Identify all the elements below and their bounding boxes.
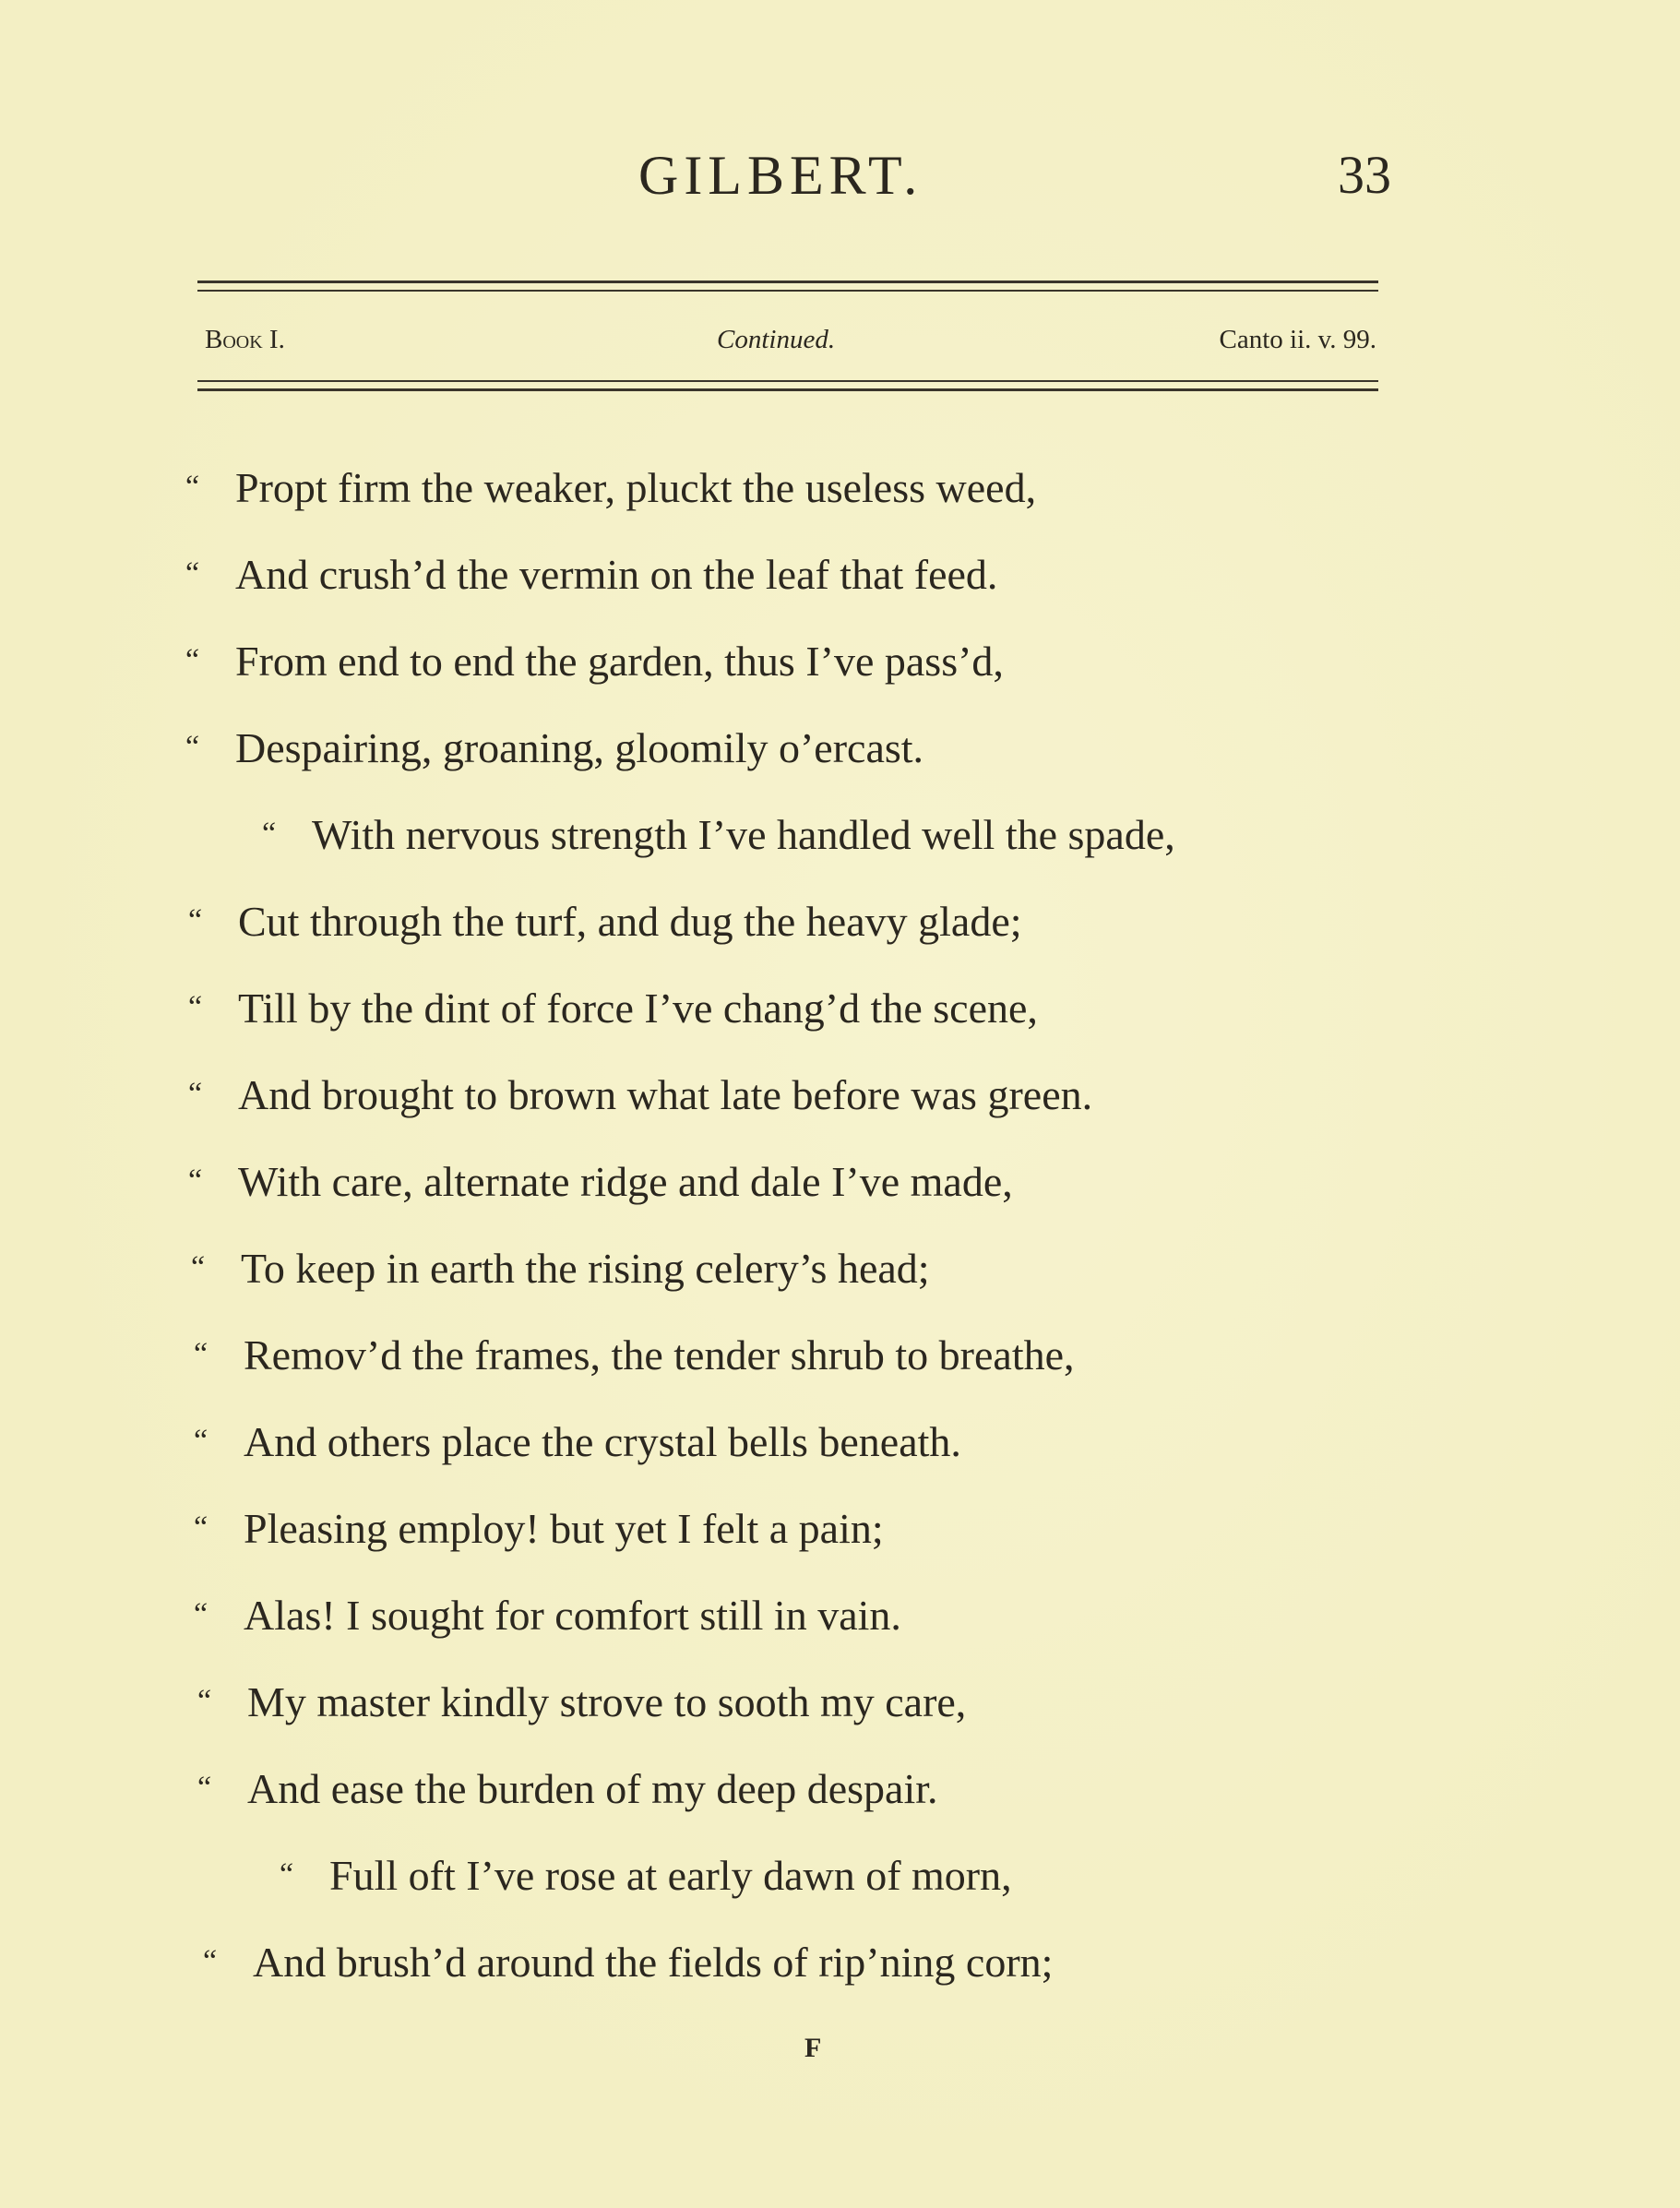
- verse-text: Propt firm the weaker, pluckt the useless weed,: [235, 464, 1037, 511]
- verse-text: From end to end the garden, thus I’ve pass’d,: [235, 638, 1004, 685]
- verse-text: And brush’d around the fields of rip’ning corn;: [253, 1939, 1054, 1986]
- quote-mark: “: [185, 556, 200, 591]
- quote-mark: “: [194, 1510, 209, 1545]
- quote-mark: “: [191, 1250, 206, 1284]
- quote-mark: “: [194, 1424, 209, 1458]
- verse-line: [197, 1674, 966, 1730]
- verse-line: [188, 1067, 1092, 1123]
- verse-line: [197, 1760, 938, 1817]
- verse-line: [262, 806, 1175, 863]
- book-label: Book I.: [205, 325, 285, 354]
- verse-text: And crush’d the vermin on the leaf that feed.: [235, 551, 998, 598]
- quote-mark: “: [262, 817, 277, 851]
- verse-text: Full oft I’ve rose at early dawn of morn,: [329, 1852, 1012, 1899]
- quote-mark: “: [188, 1164, 203, 1198]
- verse-text: Alas! I sought for comfort still in vain.: [244, 1592, 901, 1639]
- verse-text: Pleasing employ! but yet I felt a pain;: [244, 1505, 884, 1552]
- quote-mark: “: [194, 1597, 209, 1631]
- verse-line: [185, 460, 1036, 516]
- bottom-rule-inner: [197, 380, 1378, 382]
- verse-line: [191, 1240, 930, 1296]
- running-title: GILBERT.: [638, 145, 923, 206]
- signature-mark: F: [804, 2033, 822, 2063]
- section-header: [205, 316, 1376, 363]
- verse-line: [185, 546, 997, 603]
- quote-mark: “: [188, 1077, 203, 1111]
- quote-mark: “: [188, 990, 203, 1024]
- quote-mark: “: [197, 1771, 212, 1805]
- verse-text: And ease the burden of my deep despair.: [247, 1765, 938, 1812]
- verse-text: Despairing, groaning, gloomily o’ercast.: [235, 724, 924, 771]
- verse-line: [188, 893, 1022, 949]
- quote-mark: “: [188, 903, 203, 937]
- verse-text: And others place the crystal bells beneath.: [244, 1418, 961, 1465]
- verse-line: [194, 1587, 901, 1643]
- verse-line: [280, 1847, 1012, 1904]
- quote-mark: “: [194, 1337, 209, 1371]
- canto-label: Canto ii. v. 99.: [1219, 325, 1376, 354]
- verse-line: [194, 1414, 961, 1470]
- quote-mark: “: [185, 730, 200, 764]
- verse-text: Cut through the turf, and dug the heavy glade;: [238, 898, 1022, 945]
- verse-line: [185, 633, 1004, 689]
- top-rule-outer: [197, 280, 1378, 283]
- quote-mark: “: [203, 1944, 218, 1978]
- verse-line: [203, 1934, 1053, 1990]
- quote-mark: “: [197, 1684, 212, 1718]
- verse-text: Remov’d the frames, the tender shrub to breathe,: [244, 1331, 1075, 1379]
- top-rule-inner: [197, 290, 1378, 292]
- verse-line: [185, 720, 923, 776]
- verse-line: [188, 1153, 1013, 1210]
- quote-mark: “: [280, 1857, 294, 1892]
- quote-mark: “: [185, 643, 200, 677]
- verse-line: [188, 980, 1038, 1036]
- verse-text: And brought to brown what late before was green.: [238, 1071, 1093, 1118]
- continued-label: Continued.: [717, 325, 836, 354]
- verse-text: With care, alternate ridge and dale I’ve made,: [238, 1158, 1013, 1205]
- bottom-rule-outer: [197, 388, 1378, 391]
- verse-text: To keep in earth the rising celery’s head;: [241, 1245, 930, 1292]
- verse-line: [194, 1500, 884, 1557]
- verse-text: With nervous strength I’ve handled well the spade,: [312, 811, 1175, 858]
- page-number: 33: [1338, 145, 1391, 205]
- verse-line: [194, 1327, 1075, 1383]
- verse-text: My master kindly strove to sooth my care,: [247, 1678, 967, 1725]
- quote-mark: “: [185, 470, 200, 504]
- verse-text: Till by the dint of force I’ve chang’d the scene,: [238, 985, 1038, 1032]
